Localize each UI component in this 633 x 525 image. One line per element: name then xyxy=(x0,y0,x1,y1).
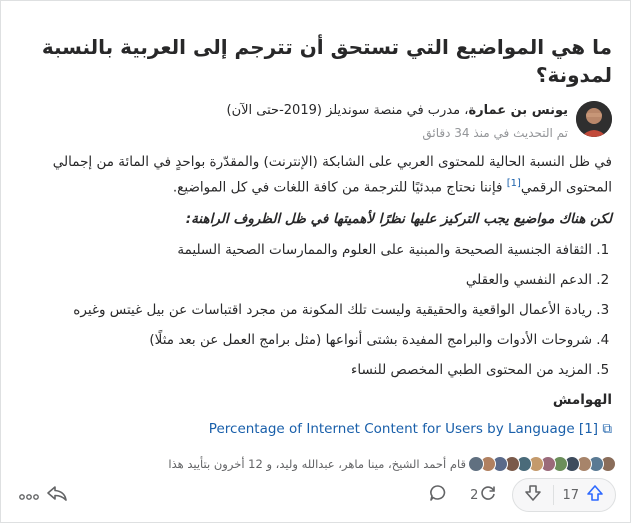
list-item: 5. المزيد من المحتوى الطبي المخصص للنساء xyxy=(15,360,592,381)
intro-tail: فإننا نحتاج مبدئيًا للترجمة من كافة اللغات في كل المواضيع. xyxy=(172,179,507,196)
answer-footer xyxy=(1,447,630,522)
intro-paragraph xyxy=(15,152,612,199)
action-bar xyxy=(1,478,630,512)
downvote-arrow-icon xyxy=(523,483,543,507)
upvote-count: 17 xyxy=(562,487,579,503)
upvoter-faces xyxy=(472,456,616,472)
upvoters-text[interactable]: قام أحمد الشيخ، مينا ماهر، عبدالله وليد، و 12 أخرون بتأييد هذا xyxy=(168,457,466,471)
share-arrow-icon xyxy=(46,483,68,507)
footnote-link[interactable] xyxy=(15,419,612,440)
author-row xyxy=(15,99,612,142)
answer-body xyxy=(15,152,612,440)
question-title[interactable]: ما هي المواضيع التي تستحق أن تترجم إلى العربية بالنسبة لمدونة؟ xyxy=(41,35,612,87)
comment-bubble-icon xyxy=(428,483,448,507)
list-item: 3. ريادة الأعمال الواقعية والحقيقية وليست تلك المكونة من مجرد اقتباسات عن بيل غيتس وغيره xyxy=(15,300,592,321)
external-link-icon: ⧉ xyxy=(602,420,612,437)
updated-timestamp[interactable]: تم التحديث في منذ 34 دقائق xyxy=(422,126,568,140)
author-credential: ، مدرب في منصة سونديلز (2019-حتى الآن) xyxy=(226,103,469,118)
footnotes-heading: الهوامش xyxy=(552,391,612,408)
upvoter-avatar[interactable] xyxy=(468,456,484,472)
share-button[interactable] xyxy=(43,481,71,509)
more-dots-icon xyxy=(18,486,40,505)
more-button[interactable] xyxy=(15,481,43,509)
list-item: 1. الثقافة الجنسية الصحيحة والمبنية على العلوم والممارسات الصحية السليمة xyxy=(15,240,592,261)
vote-divider xyxy=(553,485,554,505)
comment-button[interactable] xyxy=(424,481,452,509)
vote-pill xyxy=(512,478,616,512)
reshare-cycle-icon xyxy=(478,483,498,507)
answer-content xyxy=(1,1,630,440)
list-item: 2. الدعم النفسي والعقلي xyxy=(15,270,592,291)
intro-line: في ظل النسبة الحالية للمحتوى العربي على الشابكة (الإنترنت) والمقدّرة بواحدٍ في المائة من إجمالي المحتوى الرقمي xyxy=(52,154,612,196)
downvote-button[interactable] xyxy=(513,479,553,511)
emphasis-line: لكن هناك مواضيع يجب التركيز عليها نظرًا لأهميتها في ظل الظروف الراهنة: xyxy=(185,210,612,227)
author-name[interactable]: يونس بن عمارة xyxy=(468,103,568,118)
list-item: 4. شروحات الأدوات والبرامج المفيدة بشتى أنواعها (مثل برامج العمل عن بعد مثلًا) xyxy=(15,330,592,351)
upvote-arrow-icon xyxy=(585,483,605,507)
reshare-button[interactable] xyxy=(466,483,498,507)
footnote-link-text[interactable]: Percentage of Internet Content for Users by Language [1] xyxy=(208,420,599,437)
upvote-button[interactable] xyxy=(554,479,615,511)
avatar[interactable] xyxy=(576,101,612,137)
author-info xyxy=(227,99,568,142)
footnote-ref[interactable]: [1] xyxy=(506,178,521,189)
reshare-count: 2 xyxy=(470,487,479,503)
topics-list xyxy=(15,240,612,381)
upvoters-row[interactable] xyxy=(1,453,630,475)
